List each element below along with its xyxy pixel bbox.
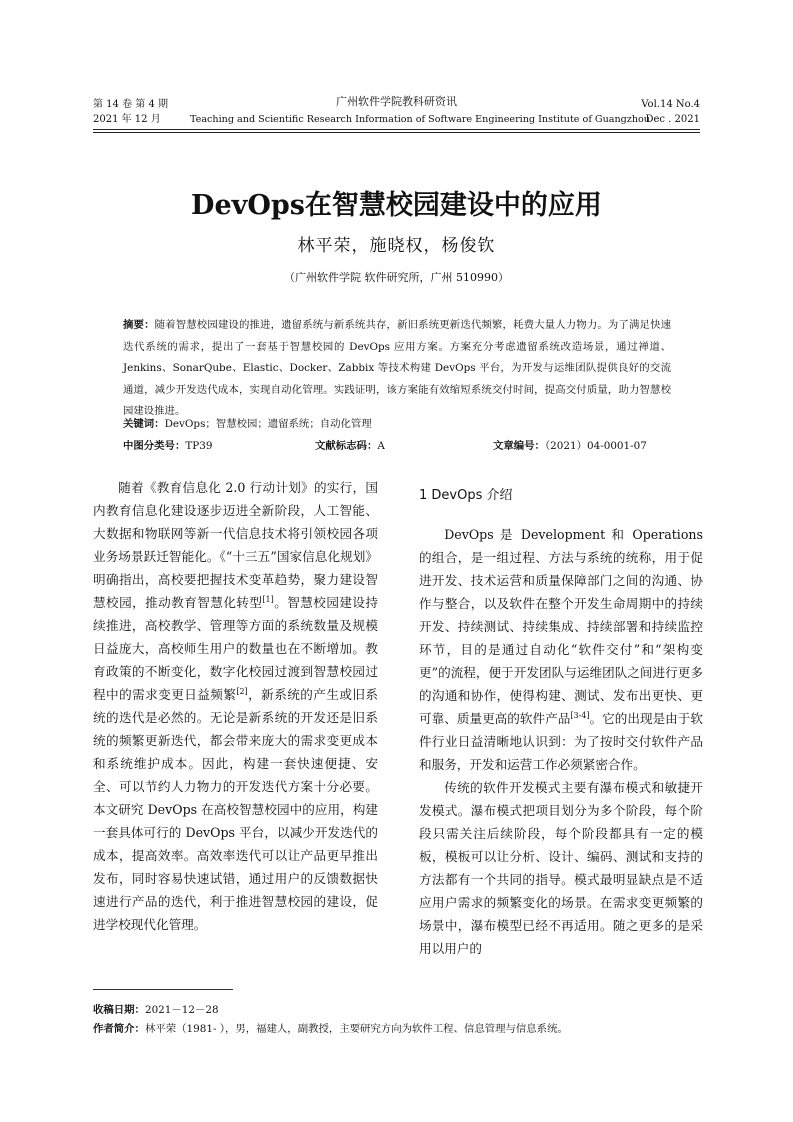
document-code-value: A [377, 440, 385, 452]
paper-affiliation: （广州软件学院 软件研究所，广州 510990） [284, 271, 509, 284]
keywords-text: DevOps；智慧校园；遗留系统；自动化管理 [164, 418, 372, 430]
received-date [93, 1001, 219, 1019]
document-code-label: 文献标志码： [315, 440, 378, 452]
keywords-label: 关键词： [123, 418, 165, 430]
intro-text-1: 随着《教育信息化 2.0 行动计划》的实行，国内教育信息化建设逐步迈进全新阶段，人工智能、大数据和物联网等新一代信息技术将引领校园各项业务场景跃迁智能化。《“十三五”国家信息化规划》明确指出，高校要把握技术变革趋势，聚力建设智慧校园，推动教育智慧化转型 [93, 480, 378, 610]
journal-date: 2021 年 12 月 [93, 114, 161, 125]
intro-text-2: 。智慧校园建设持续推进，高校教学、管理等方面的系统数量及规模日益庞大，高校师生用户的数量也在不断增加。教育政策的不断变化，数字化校园过渡到智慧校园过程中的需求变更日益频繁 [93, 595, 378, 702]
intro-paragraph [93, 476, 378, 936]
journal-volume: Vol.14 No.4 [641, 99, 700, 110]
header-rule-top [93, 129, 700, 130]
header-rule-bottom [93, 132, 700, 133]
author-bio [93, 1020, 568, 1038]
clc-value: TP39 [185, 440, 213, 452]
clc-number [123, 437, 213, 455]
document-code [315, 437, 385, 455]
author-bio-label: 作者简介： [93, 1023, 145, 1035]
intro-text-3: ，新系统的产生或旧系统的迭代是必然的。无论是新系统的开发还是旧系统的频繁更新迭代，都会带来庞大的需求变更成本和系统维护成本。因此，构建一套快速便捷、安全、可以节约人力物力的开发迭代方案十分必要。本文研究 DevOps 在高校智慧校园中的应用，构建一套具体可行的 DevOps 平台，以减少开发迭代的成本，提高效率。高效率迭代可以让产品更早推出发布，同时容易快速试错，通过用户的反馈数据快速进行产品的迭代，利于推进智慧校园的建设，促进学校现代化管理。 [93, 687, 378, 932]
citation-1: [1] [262, 594, 274, 604]
article-number-value: （2021）04-0001-07 [544, 440, 647, 452]
abstract-label: 摘要： [123, 319, 155, 331]
keywords [123, 415, 683, 433]
devops-text-1: DevOps 是 Development 和 Operations 的组合，是一组过程、方法与系统的统称，用于促进开发、技术运营和质量保障部门之间的沟通、协作与整合，以及软件在整个开发生命周期中的持续开发、持续测试、持续集成、持续部署和持续监控环节，目的是通过自动化“软件交付”和“架构变更”的流程，便于开发团队与运维团队之间进行更多的沟通和协作，使得构建、测试、发布出更快、更可靠、质量更高的软件产品 [419, 527, 703, 726]
footnote-rule [93, 989, 233, 990]
clc-label: 中图分类号： [123, 440, 186, 452]
journal-issue: 第 14 卷 第 4 期 [93, 99, 168, 110]
right-column [419, 486, 703, 960]
section-1-heading: 1 DevOps 介绍 [419, 488, 513, 503]
received-label: 收稿日期： [93, 1004, 145, 1016]
left-column [93, 476, 378, 936]
citation-3-4: [3-4] [570, 710, 590, 720]
devops-paragraph [419, 523, 703, 776]
paper-title: DevOps在智慧校园建设中的应用 [191, 190, 602, 221]
journal-name-en: Teaching and Scientific Research Information of Software Engineering Institute of Guangzhou [190, 114, 650, 125]
journal-month: Dec . 2021 [645, 114, 700, 125]
citation-2: [2] [236, 686, 248, 696]
devops-text-2: 。它的出现是由于软件行业日益清晰地认识到：为了按时交付软件产品和服务，开发和运营工作必须紧密合作。 [419, 711, 704, 772]
received-value: 2021－12－28 [144, 1004, 219, 1016]
author-bio-value: 林平荣（1981- ），男，福建人，副教授，主要研究方向为软件工程、信息管理与信息系统。 [144, 1023, 568, 1035]
traditional-model-paragraph: 传统的软件开发模式主要有瀑布模式和敏捷开发模式。瀑布模式把项目划分为多个阶段，每个阶段只需关注后续阶段，每个阶段都具有一定的模板，模板可以让分析、设计、编码、测试和支持的方法都有一个共同的指导。模式最明显缺点是不适应用户需求的频繁变化的场景。在需求变更频繁的场景中，瀑布模型已经不再适用。随之更多的是采用以用户的 [419, 780, 703, 956]
article-number-label: 文章编号： [493, 440, 545, 452]
journal-name-cn: 广州软件学院教科研资讯 [336, 95, 457, 108]
abstract [123, 315, 671, 423]
article-number [493, 437, 647, 455]
abstract-text: 随着智慧校园建设的推进，遗留系统与新系统共存，新旧系统更新迭代频繁，耗费大量人力物力。为了满足快速迭代系统的需求，提出了一套基于智慧校园的 DevOps 应用方案。方案充分考虑遗留系统改造场景，通过禅道、Jenkins、SonarQube、Elastic、Docker、Zabbix 等技术构建 DevOps 平台，为开发与运维团队提供良好的交流通道，减少开发迭代成本，实现自动化管理。实践证明，该方案能有效缩短系统交付时间，提高交付质量，助力智慧校园建设推进。 [123, 319, 671, 417]
paper-authors: 林平荣，施晓权，杨俊钦 [297, 236, 496, 256]
